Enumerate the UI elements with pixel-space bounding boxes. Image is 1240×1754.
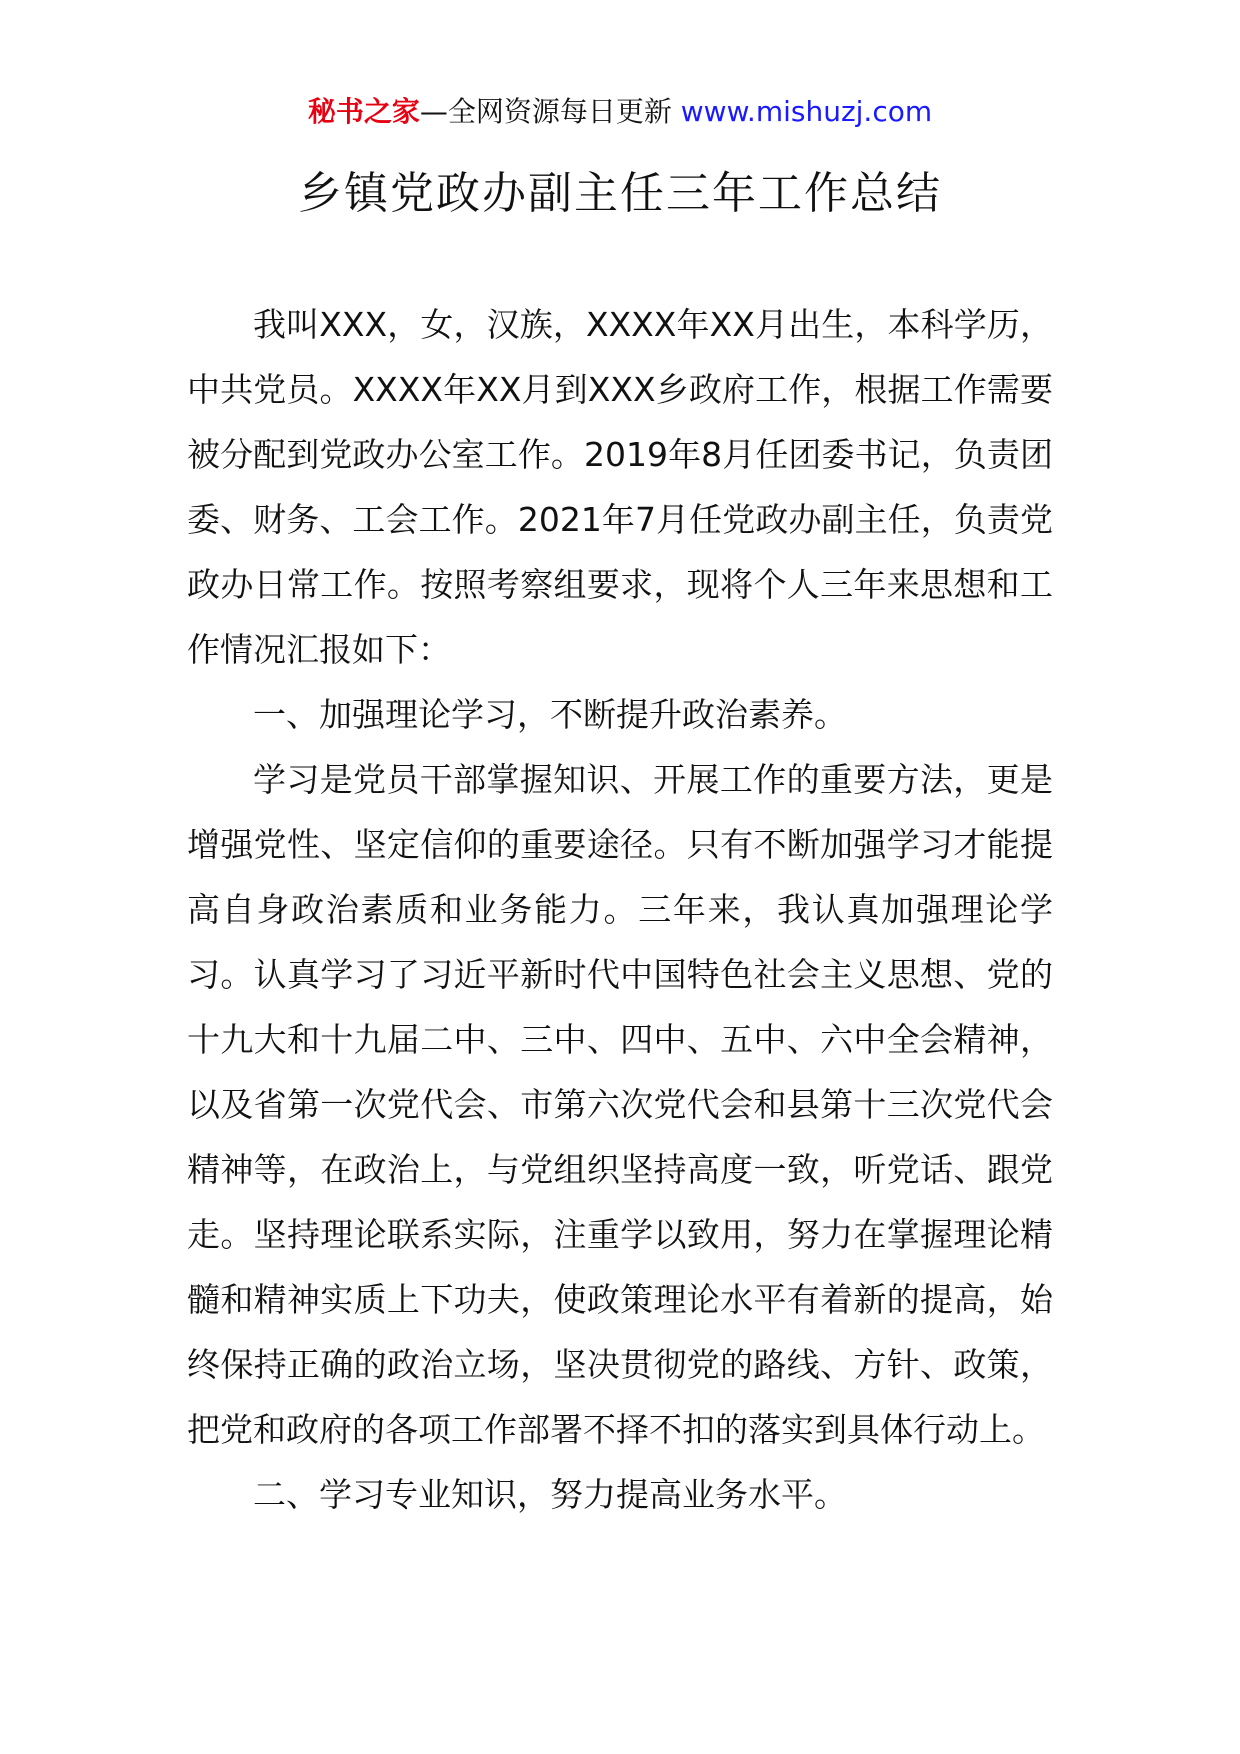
section-heading-2: 二、学习专业知识，努力提高业务水平。: [253, 1475, 847, 1514]
intro-paragraph: 我叫XXX，女，汉族，XXXX年XX月出生，本科学历，中共党员。XXXX年XX月到XXX乡政府工作，根据工作需要被分配到党政办公室工作。2019年8月任团委书记，负责团委、财务、工会工作。2021年7月任党政办副主任，负责党政办日常工作。按照考察组要求，现将个人三年来思想和工作情况汇报如下：: [187, 305, 1053, 669]
site-url-link[interactable]: www.mishuzj.com: [680, 95, 933, 128]
site-header: [0, 92, 1240, 132]
document-body: [187, 292, 1053, 1527]
header-tagline: —全网资源每日更新: [419, 95, 681, 128]
section-1-paragraph: 学习是党员干部掌握知识、开展工作的重要方法，更是增强党性、坚定信仰的重要途径。只有不断加强学习才能提高自身政治素质和业务能力。三年来，我认真加强理论学习。认真学习了习近平新时代中国特色社会主义思想、党的十九大和十九届二中、三中、四中、五中、六中全会精神，以及省第一次党代会、市第六次党代会和县第十三次党代会精神等，在政治上，与党组织坚持高度一致，听党话、跟党走。坚持理论联系实际，注重学以致用，努力在掌握理论精髓和精神实质上下功夫，使政策理论水平有着新的提高，始终保持正确的政治立场，坚决贯彻党的路线、方针、政策，把党和政府的各项工作部署不择不扣的落实到具体行动上。: [187, 760, 1053, 1449]
document-title: 乡镇党政办副主任三年工作总结: [298, 168, 942, 219]
brand-name: 秘书之家: [307, 95, 420, 128]
section-heading-1: 一、加强理论学习，不断提升政治素养。: [253, 695, 847, 734]
